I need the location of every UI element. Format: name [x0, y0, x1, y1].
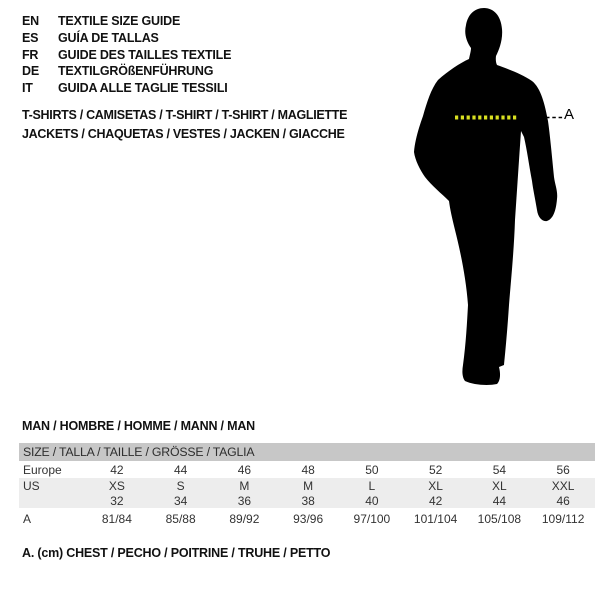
language-row: [22, 47, 231, 64]
size-value: XXL: [551, 478, 575, 493]
size-value: 44: [173, 462, 188, 477]
table-row-numeric: [19, 493, 595, 508]
size-value: XL: [492, 478, 507, 493]
size-value: 97/100: [353, 511, 391, 526]
size-value: L: [368, 478, 376, 493]
size-value: 101/104: [413, 511, 458, 526]
table-row-chest: [19, 508, 595, 529]
language-label: TEXTILE SIZE GUIDE: [58, 14, 181, 28]
size-value: 46: [556, 493, 570, 508]
size-value: 109/112: [541, 511, 585, 526]
size-value: 105/108: [477, 511, 522, 526]
language-code: EN: [22, 14, 39, 28]
category-list: [22, 106, 347, 143]
size-value: M: [239, 478, 250, 493]
size-value: 42: [428, 493, 443, 508]
size-value: 42: [110, 462, 124, 477]
row-label: Europe: [23, 462, 62, 477]
table-row-europe: [19, 461, 595, 478]
category-line-tshirts: T-SHIRTS / CAMISETAS / T-SHIRT / T-SHIRT / MAGLIETTE: [22, 108, 348, 122]
size-table-header: SIZE / TALLA / TAILLE / GRÖSSE / TAGLIA: [19, 443, 595, 461]
man-silhouette-icon: [398, 5, 568, 390]
size-value: 46: [237, 462, 252, 477]
size-value: 89/92: [229, 511, 260, 526]
row-label: A: [23, 511, 32, 526]
language-row: [22, 80, 231, 97]
size-table: [19, 443, 595, 529]
language-label: GUIDA ALLE TAGLIE TESSILI: [58, 81, 228, 96]
size-value: 56: [556, 462, 570, 477]
size-value: XL: [428, 478, 443, 493]
language-label: TEXTILGRÖßENFÜHRUNG: [58, 64, 214, 79]
row-label: US: [23, 478, 40, 493]
size-value: 48: [301, 462, 315, 477]
section-title-man: MAN / HOMBRE / HOMME / MANN / MAN: [22, 419, 255, 433]
language-list: [22, 13, 231, 97]
size-value: 44: [492, 493, 507, 508]
size-value: 85/88: [165, 511, 196, 526]
size-value: 40: [365, 493, 379, 508]
table-row-us: [19, 478, 595, 493]
size-value: 50: [365, 462, 379, 477]
language-code: FR: [22, 47, 39, 62]
measurement-footnote: A. (cm) CHEST / PECHO / POITRINE / TRUHE / PETTO: [22, 546, 331, 560]
size-value: 32: [110, 493, 124, 508]
size-value: 36: [237, 493, 252, 508]
language-code: DE: [22, 64, 39, 79]
category-line-jackets: JACKETS / CHAQUETAS / VESTES / JACKEN / GIACCHE: [22, 126, 345, 141]
language-label: GUIDE DES TAILLES TEXTILE: [58, 47, 232, 62]
size-value: 54: [492, 462, 507, 477]
language-code: IT: [22, 81, 33, 96]
size-value: 34: [173, 493, 188, 508]
size-value: 52: [428, 462, 443, 477]
size-value: 38: [301, 493, 315, 508]
measurement-label-a: A: [564, 106, 575, 123]
man-silhouette-figure: [398, 5, 575, 390]
language-row: [22, 63, 231, 80]
language-label: GUÍA DE TALLAS: [58, 30, 159, 45]
language-row: [22, 13, 231, 30]
size-value: XS: [108, 478, 125, 493]
size-value: 93/96: [293, 511, 324, 526]
size-value: 81/84: [101, 511, 132, 526]
size-value: M: [303, 478, 314, 493]
language-code: ES: [22, 30, 39, 45]
language-row: [22, 30, 231, 47]
size-value: S: [176, 478, 185, 493]
